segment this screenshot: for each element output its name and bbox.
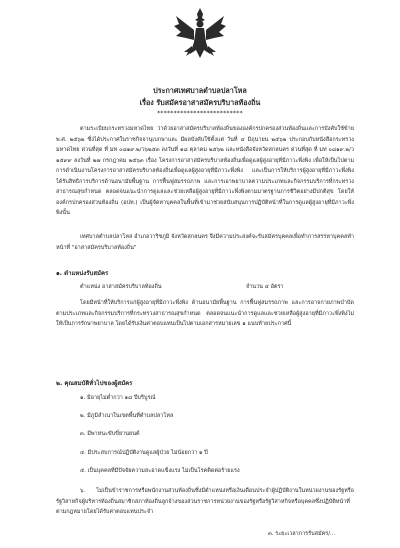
position-count: จำนวน ๔ อัตรา: [246, 284, 284, 290]
intro-paragraph: ตามระเบียบกระทรวงมหาดไทย ว่าด้วยอาสาสมัครบริบาลท้องถิ่นขององค์กรปกครองส่วนท้องถิ่นและการบังคับใช้ข้าย พ.ศ. ๒๕๖๒ ซึ่งได้ประกาศในราชกิจจานุเบกษาและ มีผลบังคับใช้ตั้งแต่ วันที่ ๔ มิถุนายน ๒๕๖๒ ประกอบกับหนังสือกระทรวงมหาดไทย ด่วนที่สุด ที่ มท ๐๘๑๙.๒/ว๖๒๕๓ ลงวันที่ ๑๘ ตุลาคม ๒๕๖๒ และหนังสือจังหวัดสกลนคร ด่วนที่สุด ที่ มท ๐๘๑๙.๒/ว ๑๕๙๙ ลงวันที่ ๒๗ กรกฎาคม ๒๕๖๓ เรื่อง โครงการอาสาสมัครบริบาลท้องถิ่นเพื่อดูแลผู้สูงอายุที่มีภาวะพึ่งพิง เพื่อให้เป็นไปตามการดำเนินงานโครงการอาสาสมัครบริบาลท้องถิ่นเพื่อดูแลผู้สูงอายุที่มีภาวะพึ่งพิง และเป็นการให้บริการผู้สูงอายุที่มีภาวะพึ่งพิง ได้รับสิทธิการบริการด้านอนามัยพื้นฐาน การฟื้นฟูสมรรถภาพ และการเอาพยาบาลความประเภทและกิจกรรมบริการที่กระทรวงสาธารณสุขกำหนด ตลอดจนแนะนำการดูแลและช่วยเหลือผู้สูงอายุที่มีภาวะพึ่งพิงตามมาตรฐานการชีวิตอย่างมีปกติสุข โดยให้องค์กรปกครองส่วนท้องถิ่น (อปท.) เป็นผู้จัดหาบุคคลในพื้นที่เข้ามาช่วยสนับสนุนการปฏิบัติหน้าที่ในการดูแลผู้สูงอายุที่มีภาวะพึ่งพิงนั้น: [56, 126, 354, 216]
qualification-item: ๑. มีอายุไม่ต่ำกว่า ๑๘ ปีบริบูรณ์: [80, 395, 156, 401]
title-separator: **************************: [157, 110, 243, 117]
position-name: ตำแหน่ง อาสาสมัครบริบาลท้องถิ่น: [80, 284, 162, 290]
continuation-note: ๓. ระยะเวลาการรับสมัคร/...: [268, 531, 336, 537]
section-heading-position: ๑. ตำแหน่งรับสมัคร: [56, 270, 109, 277]
section-heading-qualifications: ๒. คุณสมบัติทั่วไปของผู้สมัคร: [56, 380, 133, 387]
qualification-item: ๕. เป็นบุคคลที่มีปัจจัยความสะอาดแข็งแรง ไม่เป็นโรคติดต่อร้ายแรง: [80, 468, 240, 474]
qualification-item-6: ๖. ไม่เป็นข้าราชการหรือพนักงานส่วนท้องถิ่นซึ่งมีตำแหน่งหรือเงินเดือนประจำผู้ปฏิบัติงานในหน่วยงานของรัฐหรือรัฐวิสาหกิจผู้บริหารท้องถิ่นสมาชิกสภาท้องถิ่นลูกจ้างของส่วนราชการหน่วยงานของรัฐหรือรัฐวิสาหกิจหรือบุคคลซึ่งปฏิบัติหน้าที่ตามกฎหมายโดยได้รับค่าตอบแทนประจำ: [56, 488, 354, 515]
announcement-subject: เรื่อง รับสมัครอาสาสมัครบริบาลท้องถิ่น: [139, 98, 261, 107]
qualification-item: ๔. มีประสบการณ์ปฏิบัติงานดูแลผู้ป่วย ไม่น้อยกว่า ๑ ปี: [80, 450, 208, 456]
purpose-paragraph: เทศบาลตำบลปลาโหล อำเภอวาริชภูมิ จังหวัดสกลนคร จึงมีความประสงค์จะรับสมัครบุคคลเพื่อทำการสรรหาบุคคลทำหน้าที่ "อาสาสมัครบริบาลท้องถิ่น": [56, 234, 354, 251]
announcement-title: ประกาศเทศบาลตำบลปลาโหล: [153, 86, 247, 95]
qualification-item: ๒. มีภูมิลำเนาในเขตพื้นที่ตำบลปลาโหล: [80, 413, 174, 419]
duty-paragraph: โดยมีหน้าที่ให้บริการแก่ผู้สูงอายุที่มีภาวะพึ่งพิง ด้านอนามัยพื้นฐาน การฟื้นฟูสมรรถภาพ และการอาจกายภาพบำบัดตามประเภทและกิจกรรมบริการที่กระทรวงสาธารณสุขกำหนด ตลอดจนแนะนำการดูแลและช่วยเหลือผู้สูงอายุที่มีภาวะพึ่งพิงไม่ให้เป็นการรักษาพยาบาล โดยได้รับเงินค่าตอบแทนเป็นไปตามเอกสารหมายเลข ๑ แนบท้ายประกาศนี้: [56, 300, 354, 327]
qualification-item: ๓. มีพาหนะขับขี่ยานยนต์: [80, 431, 140, 437]
garuda-emblem-icon: [172, 6, 228, 62]
